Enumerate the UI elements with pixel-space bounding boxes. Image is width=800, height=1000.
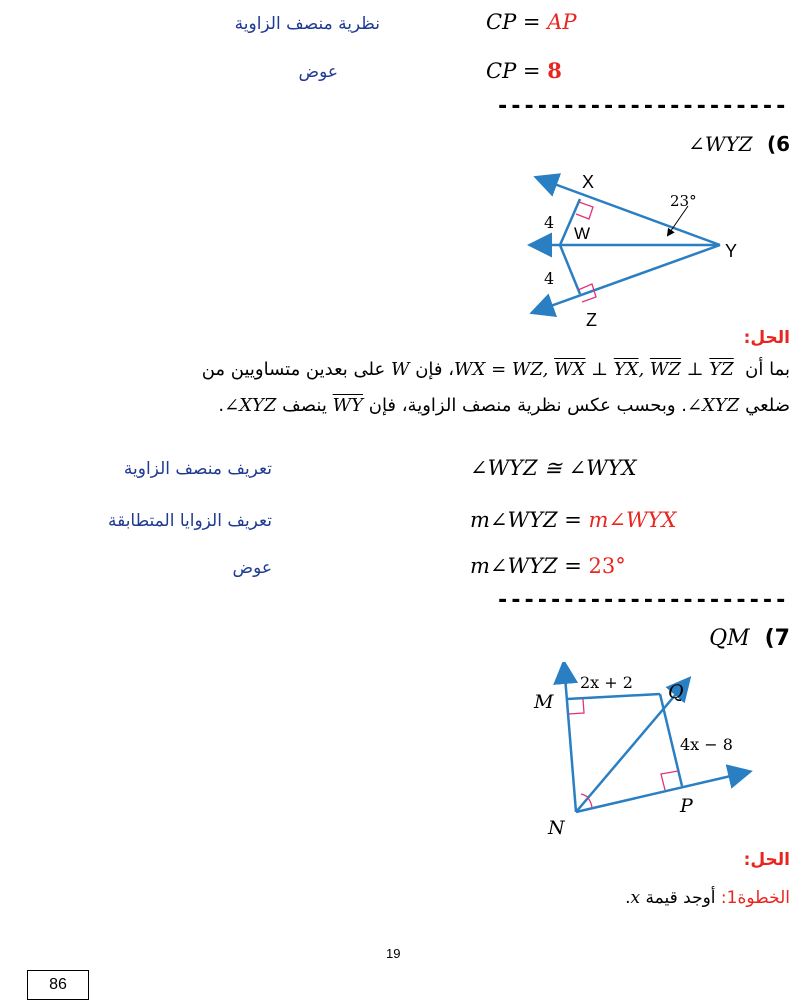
figure-problem-6	[520, 160, 760, 330]
segment-mq	[567, 694, 660, 699]
ray-yz	[534, 245, 720, 312]
paragraph-line-1: بما أن WX = WZ, $\overline{WX}$ ⊥ $\overline{YX}$, $\overline{WZ}$ ⊥ $\overline{YZ}$ ، فإن W على بعدين متساويين من	[201, 359, 790, 380]
problem-7-heading: QM (7	[709, 626, 790, 651]
segment-wz	[560, 245, 580, 294]
separator-line: ----------------------	[496, 94, 788, 119]
label-z: Z	[586, 310, 597, 330]
reason-substitute-6: عوض	[232, 558, 272, 578]
label-q: Q	[668, 681, 684, 703]
solution-label-7: الحل:	[743, 850, 790, 870]
reason-definition-bisector: تعريف منصف الزاوية	[123, 459, 272, 479]
problem-6-heading: ∠WYZ (6	[688, 132, 790, 156]
page-number-box: 86	[27, 970, 89, 1000]
equation-cp-ap: CP = AP	[486, 10, 577, 34]
reason-substitute: عوض	[298, 62, 338, 82]
angle-arc-2	[581, 794, 588, 797]
equation-cp-8: CP = 8	[486, 58, 562, 83]
reason-congruent-angles-def: تعريف الزوايا المتطابقة	[107, 511, 272, 531]
reason-angle-bisector-theorem: نظرية منصف الزاوية	[234, 14, 380, 34]
step-1-line: الخطوة1: أوجد قيمة x.	[625, 888, 790, 908]
label-m: M	[534, 691, 554, 713]
paragraph-line-2: ضلعي ∠XYZ. وبحسب عكس نظرية منصف الزاوية، فإن $\overline{WY}$ ينصف ∠XYZ.	[218, 395, 790, 416]
label-y: Y	[725, 241, 738, 261]
label-n: N	[548, 817, 565, 839]
separator-line-2: ----------------------	[496, 588, 788, 613]
page-number-center: 19	[386, 946, 401, 961]
equation-congruent-angles: ∠WYZ ≅ ∠WYX	[470, 456, 637, 480]
label-length-bottom: 4	[544, 269, 555, 288]
label-4x-minus-8: 4x − 8	[680, 735, 733, 754]
right-angle-mark-p	[661, 771, 678, 790]
equation-measure-equal: m∠WYZ = m∠WYX	[470, 508, 677, 532]
equation-measure-23: m∠WYZ = 23°	[470, 554, 626, 578]
solution-label-6: الحل:	[743, 328, 790, 348]
right-angle-mark-m	[568, 699, 584, 714]
label-length-top: 4	[544, 213, 555, 232]
label-w: W	[574, 224, 591, 243]
label-2x-plus-2: 2x + 2	[580, 673, 633, 692]
label-x: X	[582, 172, 595, 192]
label-angle-23: 23°	[670, 192, 697, 210]
angle-arc-1	[588, 798, 592, 808]
ray-nm	[564, 664, 576, 812]
figure-problem-7	[520, 662, 770, 842]
solution-paragraph-6	[8, 352, 790, 424]
label-p: P	[680, 795, 693, 817]
